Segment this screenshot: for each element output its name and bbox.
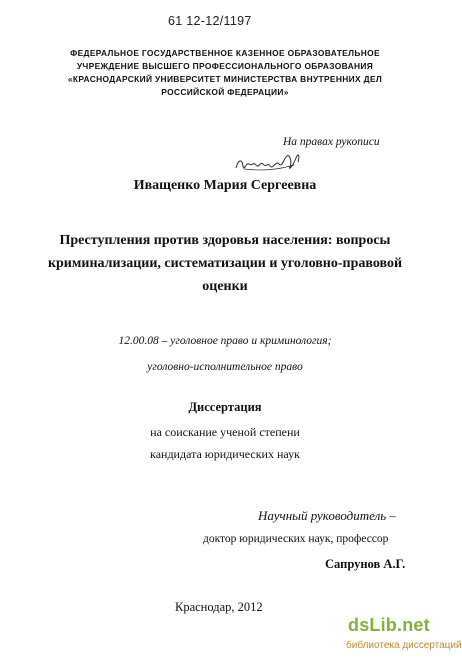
advisor-degree: доктор юридических наук, профессор: [203, 533, 389, 545]
watermark-tagline: библиотека диссертаций: [346, 640, 462, 651]
manuscript-rights-note: На правах рукописи: [283, 136, 380, 148]
title-line: оценки: [202, 279, 248, 294]
degree-sought: [0, 421, 450, 465]
specialty: [0, 328, 450, 380]
city-year: Краснодар, 2012: [175, 600, 263, 614]
title-line: Преступления против здоровья населения: вопросы: [59, 233, 391, 248]
advisor-name: Сапрунов А.Г.: [325, 557, 406, 571]
watermark-logo: dsLib.net: [348, 615, 430, 635]
organization-line: УЧРЕЖДЕНИЕ ВЫСШЕГО ПРОФЕССИОНАЛЬНОГО ОБРАЗОВАНИЯ: [76, 61, 374, 71]
document-type: Диссертация: [188, 400, 262, 414]
handwritten-signature: [232, 142, 312, 182]
registration-number: 61 12-12/1197: [168, 14, 252, 28]
organization-line: ФЕДЕРАЛЬНОЕ ГОСУДАРСТВЕННОЕ КАЗЕННОЕ ОБРАЗОВАТЕЛЬНОЕ: [70, 48, 380, 58]
degree-line: кандидата юридических наук: [150, 447, 300, 461]
organization-line: РОССИЙСКОЙ ФЕДЕРАЦИИ»: [161, 87, 289, 97]
organization-header: [0, 47, 450, 99]
title-line: криминализации, систематизации и уголовно-правовой: [47, 256, 403, 271]
advisor-label: Научный руководитель –: [258, 508, 396, 523]
degree-line: на соискание ученой степени: [150, 425, 300, 439]
author-name: Иващенко Мария Сергеевна: [133, 178, 317, 193]
organization-line: «КРАСНОДАРСКИЙ УНИВЕРСИТЕТ МИНИСТЕРСТВА ВНУТРЕННИХ ДЕЛ: [67, 74, 383, 84]
specialty-line: 12.00.08 – уголовное право и криминология;: [118, 335, 332, 347]
specialty-line: уголовно-исполнительное право: [147, 361, 303, 373]
site-watermark: [346, 615, 462, 651]
dissertation-title: [0, 229, 450, 298]
